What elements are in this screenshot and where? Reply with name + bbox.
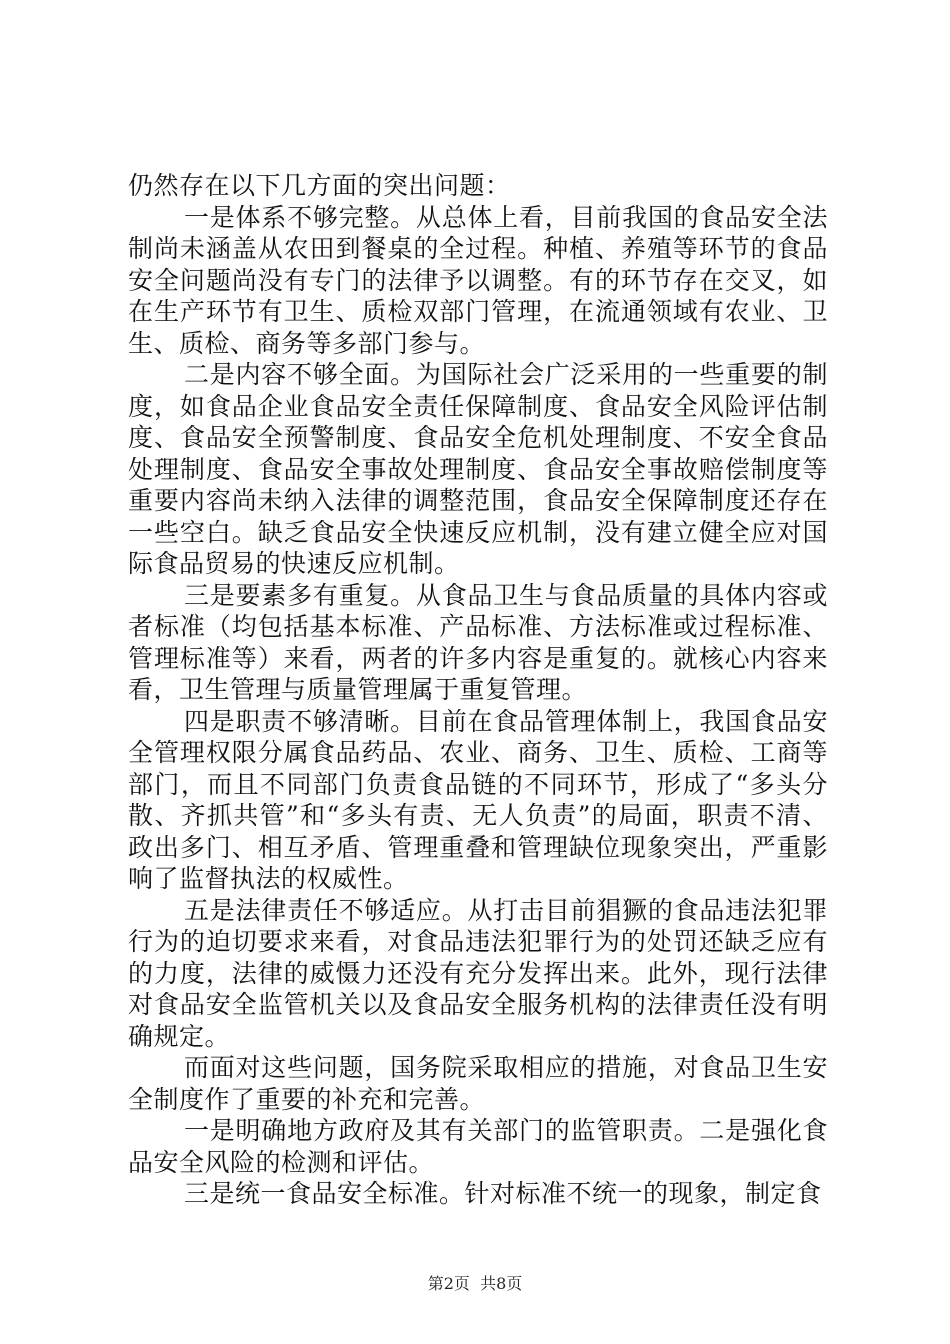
paragraph: 三是统一食品安全标准。针对标准不统一的现象，制定食 xyxy=(184,1179,822,1208)
paragraph: 一是明确地方政府及其有关部门的监管职责。二是强化食品安全风险的检测和评估。 xyxy=(128,1116,828,1177)
paragraph: 仍然存在以下几方面的突出问题： xyxy=(128,171,511,200)
paragraph: 五是法律责任不够适应。从打击目前猖獗的食品违法犯罪行为的迫切要求来看，对食品违法犯罪行为的处罚还缺乏应有的力度，法律的威慑力还没有充分发挥出来。此外，现行法律对食品安全监管机关以及食品安全服务机构的法律责任没有明确规定。 xyxy=(128,895,828,1051)
paragraph: 二是内容不够全面。为国际社会广泛采用的一些重要的制度，如食品企业食品安全责任保障制度、食品安全风险评估制度、食品安全预警制度、食品安全危机处理制度、不安全食品处理制度、食品安全事故处理制度、食品安全事故赔偿制度等重要内容尚未纳入法律的调整范围，食品安全保障制度还存在一些空白。缺乏食品安全快速反应机制，没有建立健全应对国际食品贸易的快速反应机制。 xyxy=(128,360,828,578)
paragraph: 四是职责不够清晰。目前在食品管理体制上，我国食品安全管理权限分属食品药品、农业、商务、卫生、质检、工商等部门，而且不同部门负责食品链的不同环节，形成了“多头分散、齐抓共管”和“多头有责、无人负责”的局面，职责不清、政出多门、相互矛盾、管理重叠和管理缺位现象突出，严重影响了监督执法的权威性。 xyxy=(128,706,828,893)
page-footer: 第2页 共8页 xyxy=(427,1274,523,1293)
paragraph: 而面对这些问题，国务院采取相应的措施，对食品卫生安全制度作了重要的补充和完善。 xyxy=(128,1053,828,1114)
paragraph: 三是要素多有重复。从食品卫生与食品质量的具体内容或者标准（均包括基本标准、产品标准、方法标准或过程标准、管理标准等）来看，两者的许多内容是重复的。就核心内容来看，卫生管理与质量管理属于重复管理。 xyxy=(128,580,828,704)
paragraph: 一是体系不够完整。从总体上看，目前我国的食品安全法制尚未涵盖从农田到餐桌的全过程。种植、养殖等环节的食品安全问题尚没有专门的法律予以调整。有的环节存在交叉，如在生产环节有卫生、质检双部门管理，在流通领域有农业、卫生、质检、商务等多部门参与。 xyxy=(128,202,828,358)
document-body xyxy=(128,170,828,1210)
